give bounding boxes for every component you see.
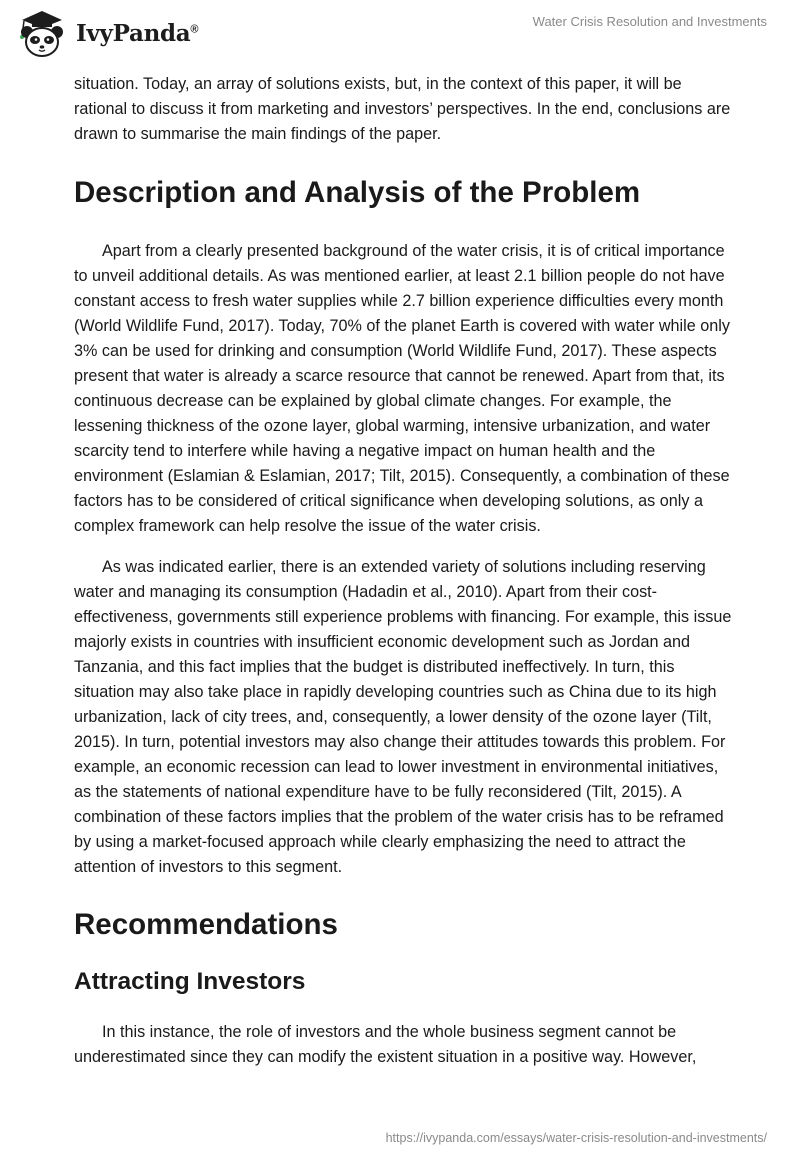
- document-title: Water Crisis Resolution and Investments: [532, 14, 767, 29]
- subsection-heading-attracting-investors: Attracting Investors: [74, 968, 306, 995]
- attracting-investors-paragraph: In this instance, the role of investors and the whole business segment cannot be underestimated since they can modify the existent situation in a positive way. However,: [74, 1023, 697, 1066]
- intro-paragraph-tail: situation. Today, an array of solutions exists, but, in the context of this paper, it will be rational to discuss it from marketing and investors’ perspectives. In the end, conclusions are drawn to summarise the main findings of the paper.: [74, 75, 731, 143]
- page-header: [0, 0, 800, 66]
- section-heading-recommendations: Recommendations: [74, 908, 338, 941]
- problem-paragraph-2: As was indicated earlier, there is an extended variety of solutions including reserving water and managing its consumption (Hadadin et al., 2010). Apart from their cost-effectiveness, governments still experience problems with financing. For example, this issue majorly exists in countries with insufficient economic development such as Jordan and Tanzania, and this fact implies that the budget is distributed ineffectively. In turn, this situation may also take place in rapidly developing countries such as China due to its high urbanization, lack of city trees, and, consequently, a lower density of the ozone layer (Tilt, 2015). In turn, potential investors may also change their attitudes towards this problem. For example, an economic recession can lead to lower investment in environmental initiatives, as the statements of national expenditure have to be fully reconsidered (Tilt, 2015). A combination of these factors implies that the problem of the water crisis has to be reframed by using a market-focused approach while clearly emphasizing the need to attract the attention of investors to this segment.: [74, 558, 732, 876]
- panda-graduate-icon: [12, 8, 70, 58]
- logo-wordmark: IvyPanda®: [76, 19, 199, 47]
- problem-paragraph-1: Apart from a clearly presented background of the water crisis, it is of critical importance to unveil additional details. As was mentioned earlier, at least 2.1 billion people do not have constant access to fresh water supplies while 2.7 billion experience difficulties every month (World Wildlife Fund, 2017). Today, 70% of the planet Earth is covered with water while only 3% can be used for drinking and consumption (World Wildlife Fund, 2017). These aspects present that water is already a scarce resource that cannot be renewed. Apart from that, its continuous decrease can be explained by global climate changes. For example, the lessening thickness of the ozone layer, global warming, intensive urbanization, and water scarcity tend to interfere while having a negative impact on human health and the environment (Eslamian & Eslamian, 2017; Tilt, 2015). Consequently, a combination of these factors has to be considered of critical significance when developing solutions, as only a complex framework can help resolve the issue of the water crisis.: [74, 242, 730, 535]
- source-url[interactable]: https://ivypanda.com/essays/water-crisis-resolution-and-investments/: [385, 1131, 767, 1145]
- ivypanda-logo[interactable]: [12, 8, 198, 58]
- essay-content: [74, 72, 734, 1070]
- section-heading-problem: Description and Analysis of the Problem: [74, 176, 641, 209]
